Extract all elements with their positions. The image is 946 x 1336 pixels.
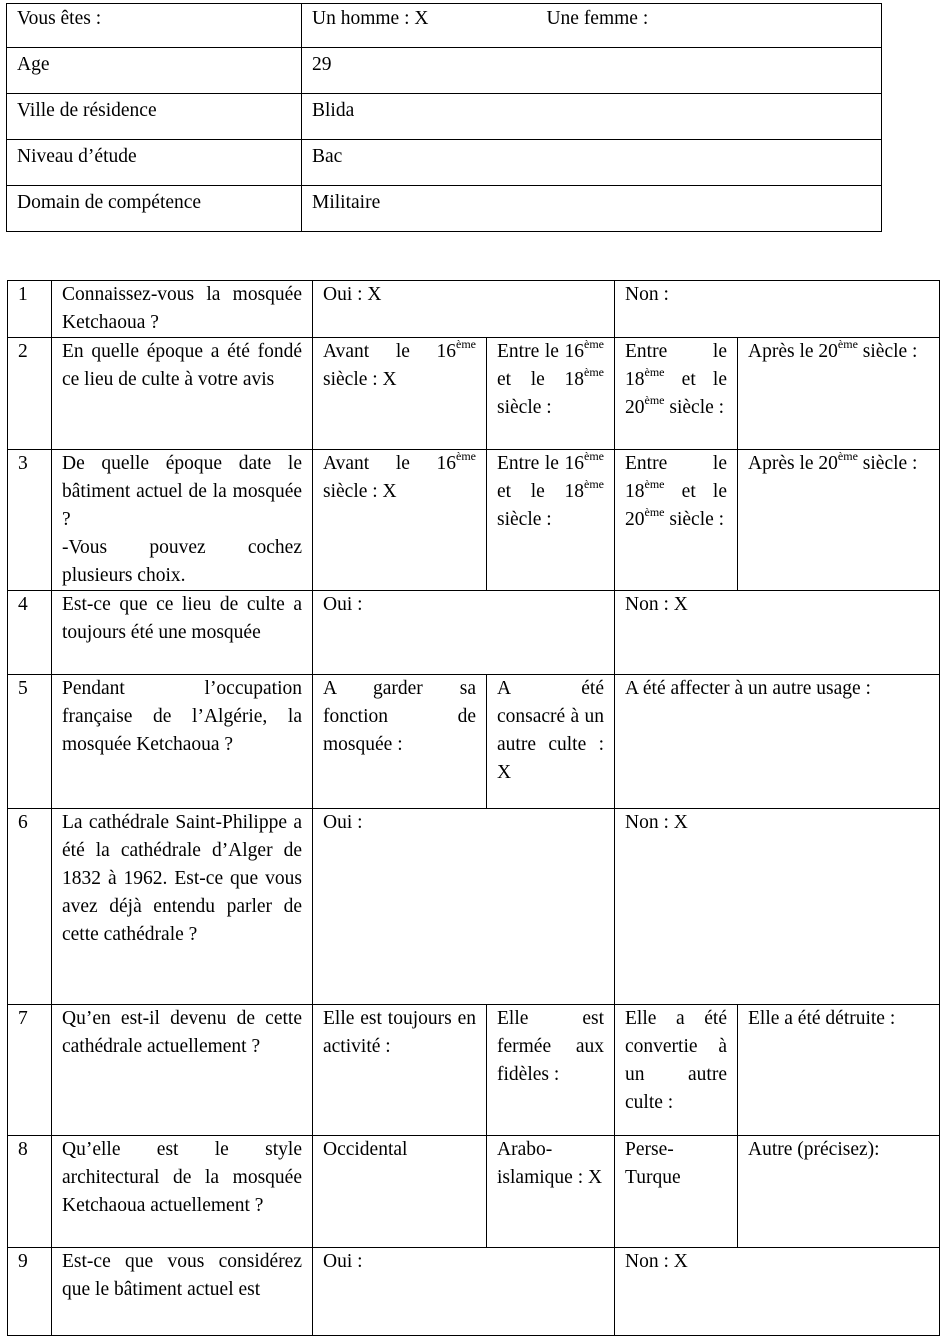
table-row — [7, 186, 882, 232]
question-number: 9 — [8, 1248, 52, 1336]
answer-option-1: Elle est toujours en activité : — [313, 1005, 487, 1136]
question-text: En quelle époque a été fondé ce lieu de culte à votre avis — [52, 338, 313, 450]
question-row-6 — [8, 809, 940, 1005]
answer-option-4: Elle a été détruite : — [738, 1005, 940, 1136]
answer-option-2: Arabo-islamique : X — [487, 1136, 615, 1248]
question-row-7 — [8, 1005, 940, 1136]
question-row-5 — [8, 675, 940, 809]
profile-value: Bac — [302, 140, 882, 186]
question-row-8 — [8, 1136, 940, 1248]
respondent-profile-table — [6, 3, 882, 232]
table-row — [7, 94, 882, 140]
question-note: -Vous pouvez cochez plusieurs choix. — [62, 537, 302, 586]
question-row-3 — [8, 450, 940, 591]
question-text: Qu’en est-il devenu de cette cathédrale actuellement ? — [52, 1005, 313, 1136]
answer-option-3: Entre le 18ème et le 20ème siècle : — [615, 338, 738, 450]
profile-value-sex — [302, 4, 882, 48]
question-text: De quelle époque date le bâtiment actuel de la mosquée ? -Vous pouvez cochez plusieurs choix. — [52, 450, 313, 591]
answer-non: Non : X — [615, 809, 940, 1005]
sex-female-option: Une femme : — [546, 8, 649, 29]
answer-non: Non : — [615, 281, 940, 338]
table-row — [7, 48, 882, 94]
question-text: Est-ce que vous considérez que le bâtiment actuel est — [52, 1248, 313, 1336]
profile-value: 29 — [302, 48, 882, 94]
question-row-2 — [8, 338, 940, 450]
question-row-1 — [8, 281, 940, 338]
question-number: 8 — [8, 1136, 52, 1248]
question-row-9 — [8, 1248, 940, 1336]
table-row — [7, 140, 882, 186]
answer-option-2: Elle est fermée aux fidèles : — [487, 1005, 615, 1136]
question-number: 1 — [8, 281, 52, 338]
profile-label: Niveau d’étude — [7, 140, 302, 186]
answer-option-1: Occidental — [313, 1136, 487, 1248]
answer-non: Non : X — [615, 591, 940, 675]
survey-table — [7, 280, 940, 1336]
profile-label: Ville de résidence — [7, 94, 302, 140]
profile-value: Militaire — [302, 186, 882, 232]
question-number: 6 — [8, 809, 52, 1005]
profile-value: Blida — [302, 94, 882, 140]
answer-oui: Oui : — [313, 1248, 615, 1336]
answer-oui: Oui : — [313, 591, 615, 675]
question-number: 2 — [8, 338, 52, 450]
question-text: Pendant l’occupation française de l’Algérie, la mosquée Ketchaoua ? — [52, 675, 313, 809]
answer-option-1: A garder sa fonction de mosquée : — [313, 675, 487, 809]
question-text: La cathédrale Saint-Philippe a été la cathédrale d’Alger de 1832 à 1962. Est-ce que vous avez déjà entendu parler de cette cathédrale ? — [52, 809, 313, 1005]
answer-option-1: Avant le 16ème siècle : X — [313, 338, 487, 450]
question-text: Est-ce que ce lieu de culte a toujours été une mosquée — [52, 591, 313, 675]
question-number: 4 — [8, 591, 52, 675]
question-text: Connaissez-vous la mosquée Ketchaoua ? — [52, 281, 313, 338]
question-number: 3 — [8, 450, 52, 591]
question-row-4 — [8, 591, 940, 675]
answer-option-3: A été affecter à un autre usage : — [615, 675, 940, 809]
table-row — [7, 4, 882, 48]
profile-label: Domain de compétence — [7, 186, 302, 232]
answer-option-3: Elle a été convertie à un autre culte : — [615, 1005, 738, 1136]
answer-oui: Oui : — [313, 809, 615, 1005]
answer-option-2: Entre le 16ème et le 18ème siècle : — [487, 450, 615, 591]
answer-option-4: Autre (précisez): — [738, 1136, 940, 1248]
answer-option-1: Avant le 16ème siècle : X — [313, 450, 487, 591]
profile-label: Age — [7, 48, 302, 94]
answer-option-3: Entre le 18ème et le 20ème siècle : — [615, 450, 738, 591]
answer-option-2: A été consacré à un autre culte : X — [487, 675, 615, 809]
answer-option-4: Après le 20ème siècle : — [738, 450, 940, 591]
sex-male-option: Un homme : X — [312, 8, 429, 29]
profile-label: Vous êtes : — [7, 4, 302, 48]
answer-option-4: Après le 20ème siècle : — [738, 338, 940, 450]
answer-option-2: Entre le 16ème et le 18ème siècle : — [487, 338, 615, 450]
answer-oui: Oui : X — [313, 281, 615, 338]
question-number: 5 — [8, 675, 52, 809]
question-text: Qu’elle est le style architectural de la mosquée Ketchaoua actuellement ? — [52, 1136, 313, 1248]
question-number: 7 — [8, 1005, 52, 1136]
answer-non: Non : X — [615, 1248, 940, 1336]
answer-option-3: Perse-Turque — [615, 1136, 738, 1248]
